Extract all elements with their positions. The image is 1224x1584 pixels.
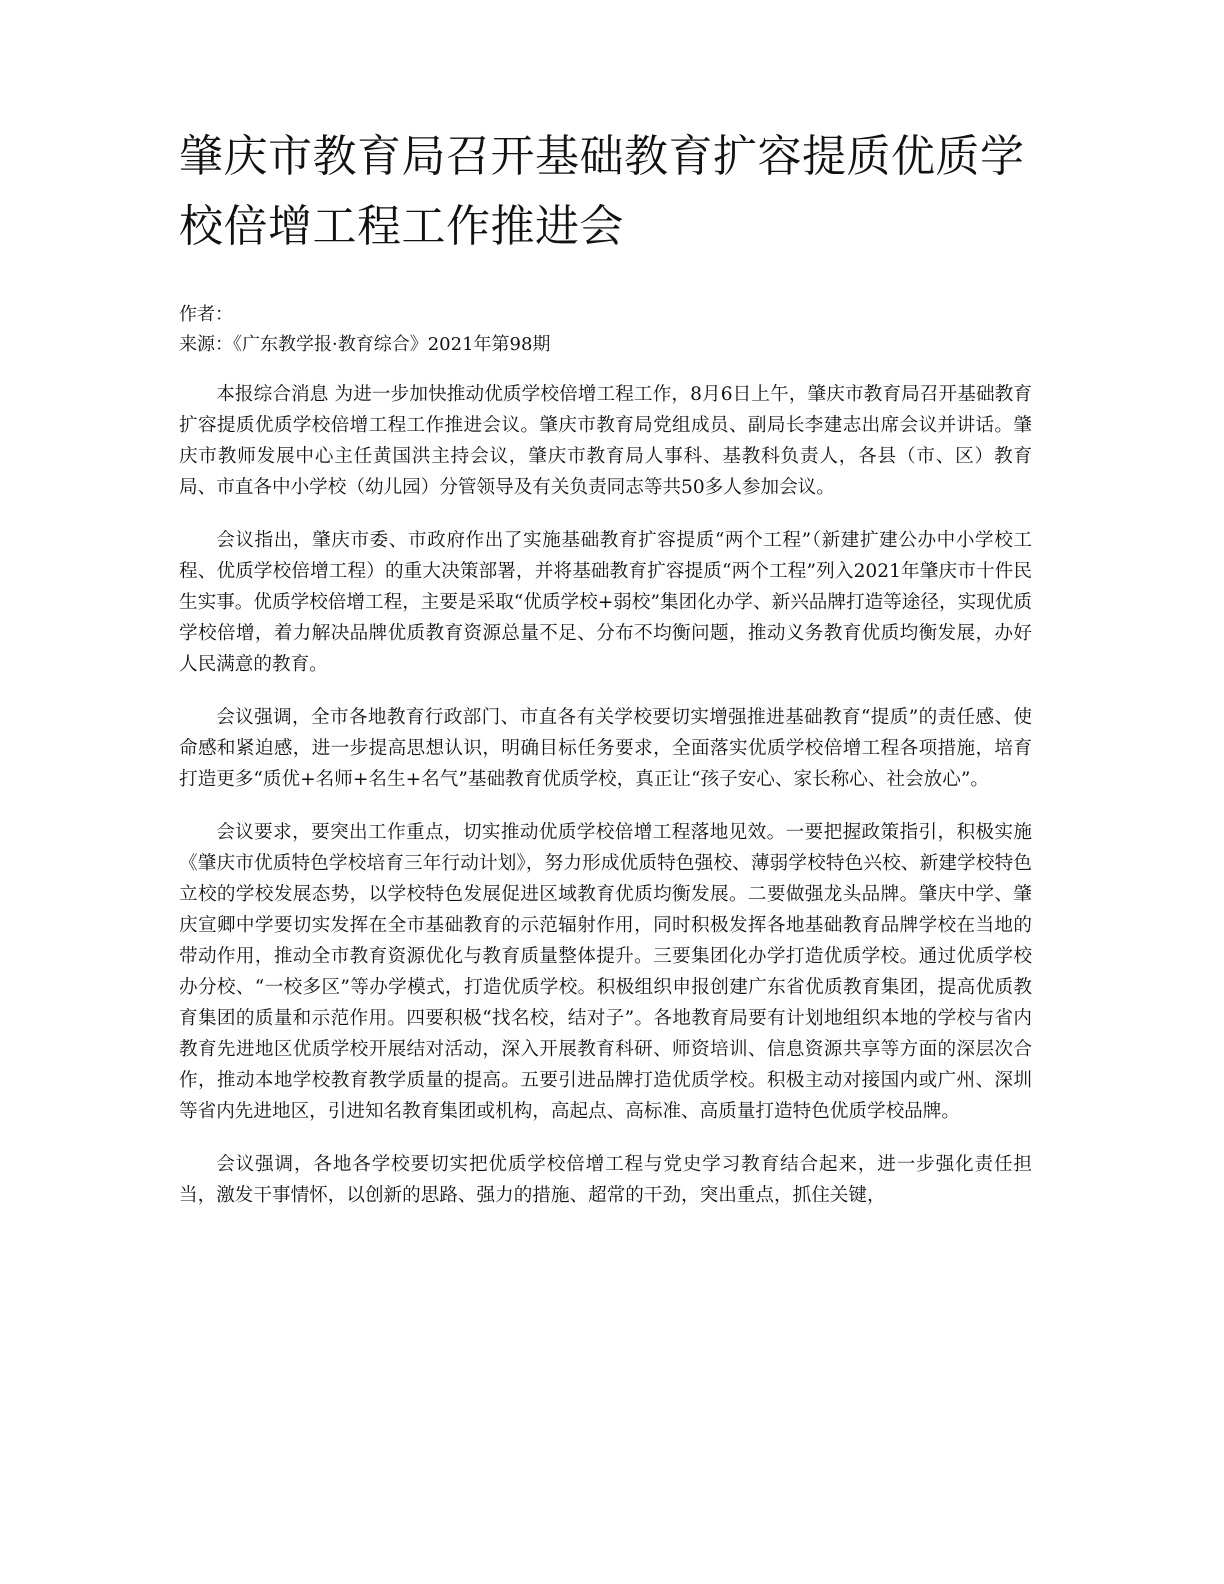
article-meta xyxy=(179,300,1032,360)
document-page xyxy=(179,122,1032,1233)
paragraph: 会议要求，要突出工作重点，切实推动优质学校倍增工程落地见效。一要把握政策指引，积极实施《肇庆市优质特色学校培育三年行动计划》，努力形成优质特色强校、薄弱学校特色兴校、新建学校特色立校的学校发展态势，以学校特色发展促进区域教育优质均衡发展。二要做强龙头品牌。肇庆中学、肇庆宣卿中学要切实发挥在全市基础教育的示范辐射作用，同时积极发挥各地基础教育品牌学校在当地的带动作用，推动全市教育资源优化与教育质量整体提升。三要集团化办学打造优质学校。通过优质学校办分校、“一校多区”等办学模式，打造优质学校。积极组织申报创建广东省优质教育集团，提高优质教育集团的质量和示范作用。四要积极“找名校，结对子”。各地教育局要有计划地组织本地的学校与省内教育先进地区优质学校开展结对活动，深入开展教育科研、师资培训、信息资源共享等方面的深层次合作，推动本地学校教育教学质量的提高。五要引进品牌打造优质学校。积极主动对接国内或广州、深圳等省内先进地区，引进知名教育集团或机构，高起点、高标准、高质量打造特色优质学校品牌。 xyxy=(179,822,1032,1122)
paragraph: 会议指出，肇庆市委、市政府作出了实施基础教育扩容提质“两个工程”（新建扩建公办中小学校工程、优质学校倍增工程）的重大决策部署，并将基础教育扩容提质“两个工程”列入2021年肇庆市十件民生实事。优质学校倍增工程，主要是采取“优质学校+弱校”集团化办学、新兴品牌打造等途径，实现优质学校倍增，着力解决品牌优质教育资源总量不足、分布不均衡问题，推动义务教育优质均衡发展，办好人民满意的教育。 xyxy=(179,530,1032,675)
author-line: 作者： xyxy=(179,304,233,325)
paragraph: 本报综合消息 为进一步加快推动优质学校倍增工程工作，8月6日上午，肇庆市教育局召开基础教育扩容提质优质学校倍增工程工作推进会议。肇庆市教育局党组成员、副局长李建志出席会议并讲话。肇庆市教师发展中心主任黄国洪主持会议，肇庆市教育局人事科、基教科负责人，各县（市、区）教育局、市直各中小学校（幼儿园）分管领导及有关负责同志等共50多人参加会议。 xyxy=(179,384,1032,498)
paragraph: 会议强调，各地各学校要切实把优质学校倍增工程与党史学习教育结合起来，进一步强化责任担当，激发干事情怀，以创新的思路、强力的措施、超常的干劲，突出重点，抓住关键， xyxy=(179,1154,1032,1206)
source-line: 来源：《广东教学报·教育综合》2021年第98期 xyxy=(179,334,551,355)
article-body xyxy=(179,379,1032,1211)
paragraph: 会议强调，全市各地教育行政部门、市直各有关学校要切实增强推进基础教育“提质”的责任感、使命感和紧迫感，进一步提高思想认识，明确目标任务要求，全面落实优质学校倍增工程各项措施，培育打造更多“质优+名师+名生+名气”基础教育优质学校，真正让“孩子安心、家长称心、社会放心”。 xyxy=(179,707,1032,790)
article-title: 肇庆市教育局召开基础教育扩容提质优质学校倍增工程工作推进会 xyxy=(179,131,1025,252)
